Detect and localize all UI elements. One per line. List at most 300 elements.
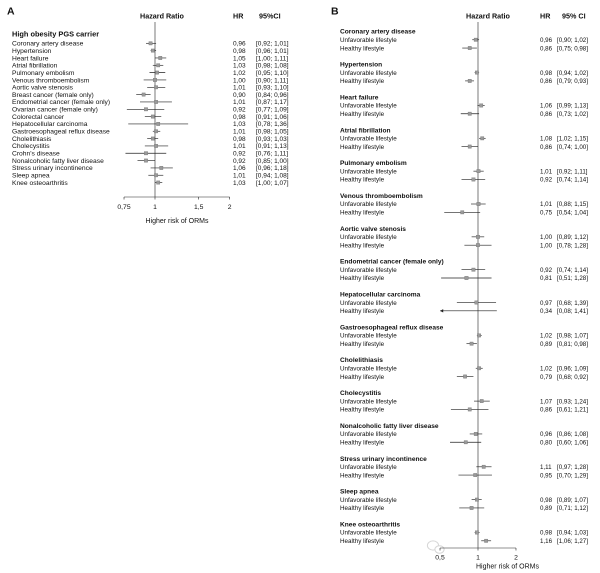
row-label: Unfavorable lifestyle [340,234,397,242]
ci-value: [0,54; 1,04] [557,209,588,217]
forest-row [340,431,588,438]
hr-value: 0,98 [233,113,246,121]
ci-value: [0,76; 1,11] [256,150,289,158]
row-label: Healthy lifestyle [340,406,385,414]
ci-value: [0,71; 1,12] [557,505,588,513]
row-label: Healthy lifestyle [340,45,385,53]
ci-value: [0,96; 1,01] [256,47,289,55]
hr-point [151,115,154,118]
forest-row [12,173,289,180]
ci-value: [0,93; 1,03] [256,135,289,143]
hr-point [472,178,475,181]
ci-value: [0,94; 1,03] [557,529,588,537]
hr-value: 1,01 [233,99,246,107]
hr-value: 0,79 [540,373,553,381]
hr-value: 1,16 [540,538,553,545]
hr-value: 0,92 [540,266,553,274]
forest-row [12,136,289,143]
hr-point [160,166,163,169]
header-ci: 95%CI [259,11,281,21]
hr-value: 1,05 [233,55,246,63]
hr-value: 0,86 [540,45,553,53]
hr-point [154,174,157,177]
forest-row [12,158,289,165]
hr-value: 1,02 [233,69,246,77]
hr-point [463,375,466,378]
row-label: Healthy lifestyle [340,538,385,545]
hr-value: 0,86 [540,406,553,414]
forest-row [12,121,289,128]
forest-row [340,341,588,348]
ci-value: [0,94; 1,02] [557,69,588,77]
outcome-group [340,193,588,217]
hr-value: 0,98 [540,69,553,77]
row-label: Endometrial cancer (female only) [12,99,111,107]
group-title: Heart failure [340,94,379,102]
forest-row [12,41,289,48]
ci-value: [0,60; 1,06] [557,439,588,447]
hr-point [476,243,479,246]
forest-row [340,210,588,217]
hr-value: 0,98 [540,529,553,537]
ci-value: [0,93; 1,10] [256,84,289,92]
outcome-group [340,226,588,250]
forest-row [12,143,289,150]
outcome-group [340,94,588,118]
row-label: Healthy lifestyle [340,275,385,283]
ci-value: [0,96; 1,09] [557,365,588,373]
ci-value: [0,98; 1,08] [256,62,289,70]
row-label: Unfavorable lifestyle [340,299,397,307]
watermark-logo [427,541,444,553]
hr-point [481,137,484,140]
hr-point [149,42,152,45]
hr-value: 1,03 [233,121,246,129]
ci-value: [0,87; 1,17] [256,99,289,107]
row-label: Knee osteoarthritis [12,179,68,187]
row-label: Healthy lifestyle [340,505,385,513]
group-title: High obesity PGS carrier [12,29,100,39]
ci-value: [0,81; 0,98] [557,340,588,348]
ci-value: [0,98; 1,07] [557,332,588,340]
hr-value: 0,96 [540,36,553,44]
hr-value: 1,07 [540,398,553,406]
ci-value: [0,92; 1,11] [557,168,588,176]
hr-value: 1,00 [233,77,246,85]
ci-value: [1,00; 1,07] [256,179,289,187]
hr-value: 1,01 [233,128,246,136]
ci-value: [0,51; 1,28] [557,275,588,283]
hr-value: 1,02 [540,332,553,340]
hr-point [154,144,157,147]
forest-row [340,242,588,249]
hr-point [474,432,477,435]
forest-row [12,63,289,70]
ci-value: [0,74; 1,14] [557,266,588,274]
hr-point [156,122,159,125]
row-label: Healthy lifestyle [340,439,385,447]
hr-value: 1,11 [540,464,552,471]
forest-row [340,37,588,44]
hr-value: 1,00 [540,234,553,242]
row-label: Healthy lifestyle [340,340,385,348]
row-label: Unfavorable lifestyle [340,431,397,439]
group-title: Venous thromboembolism [340,192,423,200]
hr-point [475,531,478,534]
hr-value: 1,01 [233,143,246,151]
row-label: Unfavorable lifestyle [340,135,397,143]
forest-row [340,398,588,405]
outcome-group [340,29,588,53]
hr-point [470,342,473,345]
ci-value: [0,99; 1,13] [557,102,588,110]
forest-row [340,530,588,537]
hr-value: 1,08 [540,135,553,143]
ci-value: [0,75; 0,98] [557,45,588,53]
hr-point [159,56,162,59]
hr-value: 0,89 [540,340,553,348]
hr-point [475,498,478,501]
header-hazard-ratio: Hazard Ratio [466,11,510,21]
row-label: Healthy lifestyle [340,78,385,86]
ci-value: [0,77; 1,09] [256,106,289,114]
outcome-group [340,62,588,86]
row-label: Heart failure [12,55,49,63]
row-label: Stress urinary incontinence [12,165,93,173]
panel-b [331,6,588,571]
hr-point [151,49,154,52]
forest-row [340,365,588,372]
row-label: Sleep apnea [12,172,50,180]
hr-point [477,202,480,205]
row-label: Pulmonary embolism [12,69,75,77]
hr-point [153,78,156,81]
ci-value: [0,70; 1,29] [557,472,588,480]
group-title: Aortic valve stenosis [340,225,406,233]
header-ci: 95% CI [562,11,586,21]
wechat-bubble-small-icon [435,546,444,554]
row-label: Aortic valve stenosis [12,84,73,92]
panel-label: B [331,5,339,18]
ci-value: [1,02; 1,15] [557,135,588,143]
row-label: Healthy lifestyle [340,472,385,480]
forest-row [340,333,588,340]
group-title: Sleep apnea [340,488,379,496]
ci-value: [0,08; 1,41] [557,308,588,316]
row-label: Hypertension [12,47,52,55]
ci-value: [0,79; 0,93] [557,78,588,86]
group-title: Hepatocellular carcinoma [340,291,421,299]
hr-point [468,46,471,49]
hr-point [475,301,478,304]
forest-row [340,464,588,471]
ci-value: [0,93; 1,24] [557,398,588,406]
forest-row [340,78,588,85]
group-title: Knee osteoarthritis [340,521,401,529]
forest-row [340,538,588,545]
row-label: Unfavorable lifestyle [340,332,397,340]
hr-value: 0,97 [540,299,553,307]
forest-row [340,136,588,143]
forest-row [340,407,588,414]
forest-row [12,114,289,121]
row-label: Venous thromboembolism [12,77,90,85]
row-label: Healthy lifestyle [340,373,385,381]
forest-row [340,275,588,282]
ci-value: [0,78; 1,28] [557,242,588,250]
outcome-group [340,390,588,414]
hr-point [477,169,480,172]
row-label: Atrial fibrillation [12,62,58,70]
outcome-group [340,127,588,151]
ci-value: [0,61; 1,21] [557,406,588,414]
hr-value: 0,98 [233,135,246,143]
hr-value: 0,92 [540,176,553,184]
forest-row [340,234,588,241]
forest-row [340,201,588,208]
row-label: Coronary artery disease [12,40,84,48]
hr-point [468,145,471,148]
group-title: Cholelithiasis [340,357,383,365]
forest-row [340,374,588,381]
hr-point [477,367,480,370]
hr-value: 0,95 [540,472,553,480]
row-label: Unfavorable lifestyle [340,102,397,110]
outcome-group [340,292,588,316]
row-label: Cholelithiasis [12,135,52,143]
group-title: Cholecystitis [340,390,382,398]
hr-value: 1,03 [233,179,246,187]
ci-value: [0,74; 1,14] [557,176,588,184]
hr-value: 0,92 [233,157,246,165]
ci-value: [0,91; 1,06] [256,113,289,121]
outcome-group [340,357,588,381]
x-tick-label: 1,5 [193,204,204,211]
ci-value: [0,86; 1,08] [557,431,588,439]
row-label: Healthy lifestyle [340,209,385,217]
row-label: Healthy lifestyle [340,110,385,118]
wechat-icon [427,541,444,553]
ci-value: [0,68; 1,39] [557,299,588,307]
group-title: Coronary artery disease [340,28,416,36]
hr-value: 0,92 [233,106,246,114]
forest-row [12,55,288,62]
hr-point [484,539,487,542]
hr-value: 0,86 [540,110,553,118]
ci-value: [0,90; 1,11] [256,77,289,85]
hr-point [151,137,154,140]
forest-row [340,111,588,118]
hr-point [477,334,480,337]
ci-value: [0,78; 1,36] [256,121,289,129]
hr-value: 0,80 [540,439,553,447]
hr-point [464,441,467,444]
hr-point [461,211,464,214]
ci-value: [0,97; 1,28] [557,464,588,471]
hr-value: 1,03 [233,62,246,70]
row-label: Hepatocellular carcinoma [12,121,88,129]
row-label: Breast cancer (female only) [12,91,94,99]
forest-row [340,300,588,307]
hr-value: 0,98 [540,496,553,504]
group-title: Gastroesophageal reflux disease [340,324,444,332]
hr-value: 0,98 [233,47,246,55]
forest-row [340,308,588,315]
x-tick-label: 1 [153,204,157,211]
forest-row [340,70,588,77]
row-label: Colorectal cancer [12,113,65,121]
hr-point [154,86,157,89]
forest-row [340,505,588,512]
hr-value: 1,01 [540,168,553,176]
header-hr: HR [233,11,244,21]
hr-point [142,93,145,96]
forest-row [340,45,588,52]
hr-value: 0,75 [540,209,553,217]
row-label: Unfavorable lifestyle [340,398,397,406]
forest-row [340,497,588,504]
x-tick-label: 0,5 [435,554,445,562]
ci-value: [0,88; 1,15] [557,201,588,209]
hr-point [465,276,468,279]
outcome-group [340,521,588,545]
hr-value: 1,01 [233,172,246,180]
forest-row [12,151,288,158]
ci-value: [0,68; 0,92] [557,373,588,381]
ci-value: [0,84; 0,96] [256,91,289,99]
forest-row [12,77,288,84]
row-label: Healthy lifestyle [340,143,385,151]
ci-value: [0,90; 1,02] [557,36,588,44]
ci-arrow-left [440,309,443,312]
row-label: Unfavorable lifestyle [340,69,397,77]
header-hr: HR [540,11,551,21]
row-label: Cholecystitis [12,143,50,151]
ci-value: [1,00; 1,11] [256,55,289,63]
ci-value: [0,89; 1,12] [557,234,588,242]
ci-value: [0,94; 1,08] [256,172,289,180]
row-label: Healthy lifestyle [340,308,385,316]
forest-row [340,144,588,151]
outcome-group [340,456,588,480]
group-title: Atrial fibrillation [340,127,391,135]
forest-row [340,267,588,274]
x-axis-label: Higher risk of ORMs [145,218,209,225]
hr-point [144,108,147,111]
row-label: Unfavorable lifestyle [340,201,397,209]
hr-point [475,71,478,74]
hr-value: 0,96 [233,40,246,48]
outcome-group [340,324,588,348]
ci-value: [1,06; 1,27] [557,538,588,545]
row-label: Healthy lifestyle [340,176,385,184]
hr-point [156,64,159,67]
hr-value: 0,81 [540,275,553,283]
hr-value: 1,06 [233,165,246,173]
row-label: Healthy lifestyle [340,242,385,250]
x-tick-label: 1 [476,554,480,562]
hr-point [473,473,476,476]
hr-point [480,399,483,402]
forest-row [12,85,289,92]
forest-row [12,180,289,187]
hr-point [479,104,482,107]
hr-value: 1,00 [540,242,553,250]
hr-value: 0,86 [540,143,553,151]
forest-row [340,472,588,479]
row-label: Unfavorable lifestyle [340,36,397,44]
forest-row [12,70,289,77]
ci-value: [0,95; 1,10] [256,69,289,77]
hr-point [474,38,477,41]
hr-value: 1,01 [233,84,246,92]
hr-value: 0,89 [540,505,553,513]
row-label: Unfavorable lifestyle [340,365,397,373]
hr-point [470,506,473,509]
x-tick-label: 0,75 [117,204,131,211]
hr-value: 0,86 [540,78,553,86]
hr-value: 0,34 [540,308,553,316]
group-title: Stress urinary incontinence [340,455,427,463]
row-label: Unfavorable lifestyle [340,529,397,537]
group-title: Pulmonary embolism [340,160,407,168]
hr-point [154,100,157,103]
ci-value: [0,73; 1,02] [557,110,588,118]
hr-point [468,79,471,82]
forest-row [12,107,289,114]
ci-value: [0,85; 1,00] [256,157,289,165]
hr-value: 1,06 [540,102,553,110]
hr-point [468,112,471,115]
forest-row [12,129,289,136]
row-label: Unfavorable lifestyle [340,496,397,504]
ci-value: [0,74; 1,00] [557,143,588,151]
hr-point [482,465,485,468]
panel-a [7,6,289,226]
forest-row [12,92,289,99]
row-label: Nonalcoholic fatty liver disease [12,157,104,165]
hr-point [468,408,471,411]
hr-point [154,130,157,133]
hr-point [476,235,479,238]
ci-value: [0,98; 1,05] [256,128,289,136]
hr-point [156,181,159,184]
outcome-group [340,259,588,283]
outcome-group [340,160,588,184]
hr-value: 1,02 [540,365,553,373]
ci-value: [0,92; 1,01] [256,40,289,48]
hr-value: 0,92 [233,150,246,158]
row-label: Unfavorable lifestyle [340,464,397,471]
hr-value: 0,90 [233,91,246,99]
x-tick-label: 2 [514,554,518,562]
panel-label: A [7,5,15,18]
hr-point [144,159,147,162]
row-label: Unfavorable lifestyle [340,266,397,274]
row-label: Unfavorable lifestyle [340,168,397,176]
group-title: Nonalcoholic fatty liver disease [340,422,439,430]
row-label: Crohn's disease [12,150,60,158]
forest-row [340,177,588,184]
header-hazard-ratio: Hazard Ratio [140,11,184,21]
row-label: Gastroesophageal reflux disease [12,128,110,136]
ci-value: [0,91; 1,13] [256,143,289,151]
ci-value: [0,89; 1,07] [557,496,588,504]
forest-row [340,103,588,110]
group-title: Hypertension [340,61,383,69]
hr-value: 1,01 [540,201,553,209]
hr-point [155,71,158,74]
